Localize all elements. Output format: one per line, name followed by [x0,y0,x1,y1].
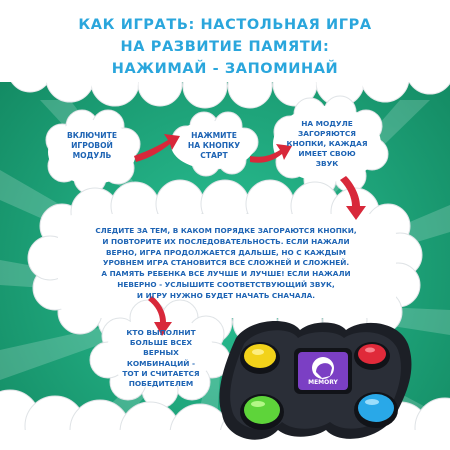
step2-line: НА КНОПКУ [187,141,241,150]
step1-line: ВКЛЮЧИТЕ [66,131,118,140]
step1-line: ИГРОВОЙ [71,141,113,150]
step1-text [56,131,128,161]
device-logo: MEMORY [308,379,338,386]
title-line-3: НАЖИМАЙ - ЗАПОМИНАЙ [111,61,339,77]
title-line-1: КАК ИГРАТЬ: НАСТОЛЬНАЯ ИГРА [78,17,372,33]
final-note-line: КТО ВЫПОЛНИТ [126,328,196,337]
page-title [0,14,450,80]
instructions-line: ВЕРНО, ИГРА ПРОДОЛЖАЕТСЯ ДАЛЬШЕ, НО С КАЖДЫМ [106,247,346,257]
instructions-line: А ПАМЯТЬ РЕБЕНКА ВСЕ ЛУЧШЕ И ЛУЧШЕ! ЕСЛИ НАЖАЛИ [101,269,351,279]
step3-line: КНОПКИ, КАЖДАЯ [286,139,368,148]
instructions-line: СЛЕДИТЕ ЗА ТЕМ, В КАКОМ ПОРЯДКЕ ЗАГОРАЮТСЯ КНОПКИ, [95,226,357,235]
step3-line: ИМЕЕТ СВОЮ [298,149,356,158]
title-line-2: НА РАЗВИТИЕ ПАМЯТИ: [120,39,330,55]
final-note-line: БОЛЬШЕ ВСЕХ [129,338,193,348]
step1-line: МОДУЛЬ [72,151,112,160]
step3-line: ЗАГОРЯЮТСЯ [298,129,356,138]
instructions-line: И ПОВТОРИТЕ ИХ ПОСЛЕДОВАТЕЛЬНОСТЬ. ЕСЛИ НАЖАЛИ [102,236,350,246]
final-note-line: ТОТ И СЧИТАЕТСЯ [122,368,200,378]
step2-line: СТАРТ [200,151,228,160]
instructions-line: НЕВЕРНО - УСЛЫШИТЕ СООТВЕТСТВУЮЩИЙ ЗВУК, [117,279,335,289]
final-note-line: ВЕРНЫХ КОМБИНАЦИЙ - [126,348,196,368]
instructions-line: УРОВНЕМ ИГРА СТАНОВИТСЯ ВСЕ СЛОЖНЕЙ И СЛОЖНЕЙ. [102,258,350,268]
final-note-line: ПОБЕДИТЕЛЕМ [128,379,194,389]
step3-text [284,119,370,169]
step2-text [175,131,253,161]
instructions-line: И ИГРУ НУЖНО БУДЕТ НАЧАТЬ СНАЧАЛА. [136,290,316,300]
step2-line: НАЖМИТЕ [191,131,237,140]
instructions-text [68,226,384,302]
step3-line: ЗВУК [315,159,339,168]
final-note-text [113,328,209,389]
step3-line: НА МОДУЛЕ [301,119,353,128]
